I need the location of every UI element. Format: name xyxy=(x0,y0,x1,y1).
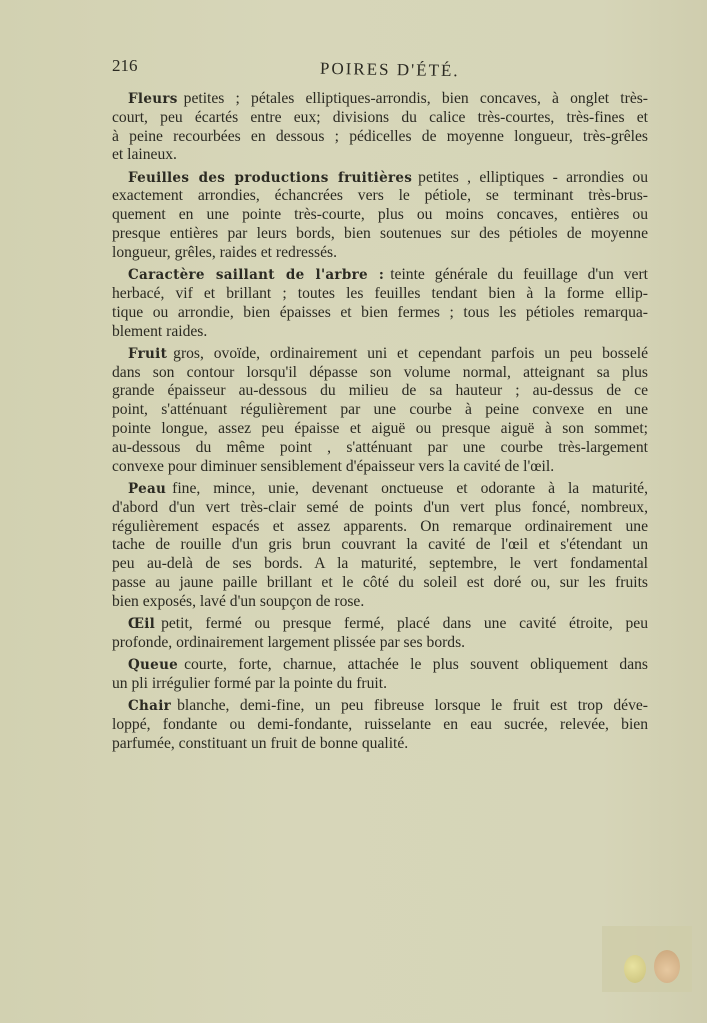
page-number: 216 xyxy=(112,56,138,75)
text-line xyxy=(112,244,648,263)
text-line xyxy=(112,499,648,518)
line-text: fine, mince, unie, devenant onctueuse et odorante à la maturité, xyxy=(172,479,648,497)
text-line xyxy=(112,304,648,323)
line-text: presque entières par leurs bords, bien soutenues sur des pétioles de moyenne xyxy=(112,225,648,243)
text-line xyxy=(112,615,648,634)
text-line xyxy=(112,146,648,165)
text-line xyxy=(112,187,648,206)
text-line xyxy=(112,716,648,735)
text-line xyxy=(112,518,648,537)
text-line xyxy=(112,593,648,612)
text-line xyxy=(112,420,648,439)
line-text: au-dessous du même point , s'atténuant par une courbe très-largement xyxy=(112,438,648,456)
line-text: longueur, grêles, raides et redressés. xyxy=(112,243,337,261)
text-line xyxy=(112,697,648,716)
text-line xyxy=(112,574,648,593)
paragraph xyxy=(112,615,648,653)
line-text: bien exposés, lavé d'un soupçon de rose. xyxy=(112,592,365,610)
paragraph xyxy=(112,656,648,694)
page-body xyxy=(112,90,648,757)
text-line xyxy=(112,266,648,285)
text-line xyxy=(112,480,648,499)
line-text: quement en une pointe très-courte, plus ou moins concaves, entières ou xyxy=(112,206,648,224)
line-text: convexe pour diminuer sensiblement d'épaisseur vers la cavité de l'œil. xyxy=(112,457,555,475)
running-head: POIRES D'ÉTÉ. xyxy=(319,58,460,81)
text-line xyxy=(112,401,648,420)
line-text: exactement arrondies, échancrées vers le pétiole, se terminant très-brus- xyxy=(112,187,648,205)
paragraph xyxy=(112,345,648,477)
line-text: blanche, demi-fine, un peu fibreuse lorsque le fruit est trop déve- xyxy=(177,697,648,715)
paragraph-term: Fruit xyxy=(128,345,168,362)
line-text: peu au-delà de ses bords. A la maturité, septembre, le vert fondamental xyxy=(112,555,648,573)
line-text: grande épaisseur au-dessous du milieu de sa hauteur ; au-dessus de ce xyxy=(112,382,648,400)
text-line xyxy=(112,169,648,188)
paragraph-term: Peau xyxy=(128,480,167,497)
text-line xyxy=(112,439,648,458)
line-text: un pli irrégulier formé par la pointe du fruit. xyxy=(112,674,387,692)
text-line xyxy=(112,735,648,754)
line-text: et laineux. xyxy=(112,146,177,164)
line-text: passe au jaune paille brillant et le côté du soleil est doré ou, sur les fruits xyxy=(112,573,648,591)
line-text: herbacé, vif et brillant ; toutes les feuilles tendant bien à la forme ellip- xyxy=(112,284,648,302)
line-text: profonde, ordinairement largement plissée par ses bords. xyxy=(112,633,466,651)
paragraph-term: Chair xyxy=(128,698,172,715)
text-line xyxy=(112,206,648,225)
line-text: tache de rouille d'un gris brun couvrant la cavité de l'œil et s'étendant un xyxy=(112,536,648,554)
line-text: pointe longue, assez peu épaisse et aiguë ou presque aiguë à son sommet; xyxy=(112,420,648,438)
line-text: blement raides. xyxy=(112,322,208,340)
text-line xyxy=(112,382,648,401)
line-text: régulièrement espacés et assez apparents. On remarque ordinairement une xyxy=(112,517,648,535)
text-line xyxy=(112,656,648,675)
text-line xyxy=(112,285,648,304)
text-line xyxy=(112,634,648,653)
line-text: à peine recourbées en dessous ; pédicelles de moyenne longueur, très-grêles xyxy=(112,127,648,145)
text-line xyxy=(112,128,648,147)
line-text: court, peu écartés entre eux; divisions du calice très-courtes, très-fines et xyxy=(112,108,648,126)
text-line xyxy=(112,364,648,383)
paragraph xyxy=(112,480,648,612)
paragraph-term: Queue xyxy=(128,657,179,674)
paragraph-term: Œil xyxy=(128,616,156,633)
text-line xyxy=(112,458,648,477)
paragraph xyxy=(112,266,648,341)
text-line xyxy=(112,675,648,694)
text-line xyxy=(112,345,648,364)
paragraph xyxy=(112,169,648,263)
paragraph xyxy=(112,90,648,165)
line-text: petites , elliptiques - arrondies ou xyxy=(418,168,648,186)
line-text: point, s'atténuant régulièrement par une courbe à peine convexe en une xyxy=(112,401,648,419)
text-line xyxy=(112,225,648,244)
paragraph-term: Caractère saillant de l'arbre : xyxy=(128,267,385,284)
line-text: loppé, fondante ou demi-fondante, ruisselante en eau sucrée, relevée, bien xyxy=(112,716,648,733)
pear-illustration xyxy=(654,950,680,983)
line-text: d'abord d'un vert très-clair semé de points d'un vert plus foncé, nombreux, xyxy=(112,498,648,516)
paragraph-term: Fleurs xyxy=(128,91,178,107)
text-line xyxy=(112,109,648,128)
paragraph xyxy=(112,697,648,753)
line-text: tique ou arrondie, bien épaisses et bien fermes ; tous les pétioles remarqua- xyxy=(112,303,648,321)
line-text: petites ; pétales elliptiques-arrondis, bien concaves, à onglet très- xyxy=(183,90,648,107)
text-line xyxy=(112,536,648,555)
paragraph-term: Feuilles des productions fruitières xyxy=(128,169,413,186)
text-line xyxy=(112,323,648,342)
line-text: petit, fermé ou presque fermé, placé dans une cavité étroite, peu xyxy=(161,615,648,633)
line-text: gros, ovoïde, ordinairement uni et cependant parfois un peu bosselé xyxy=(173,344,648,362)
pear-illustration xyxy=(624,955,646,983)
line-text: teinte générale du feuillage d'un vert xyxy=(390,266,648,284)
line-text: courte, forte, charnue, attachée le plus souvent obliquement dans xyxy=(184,656,648,674)
line-text: parfumée, constituant un fruit de bonne qualité. xyxy=(112,734,409,752)
text-line xyxy=(112,555,648,574)
line-text: dans son contour lorsqu'il dépasse son volume normal, atteignant sa plus xyxy=(112,363,648,381)
text-line xyxy=(112,90,648,109)
